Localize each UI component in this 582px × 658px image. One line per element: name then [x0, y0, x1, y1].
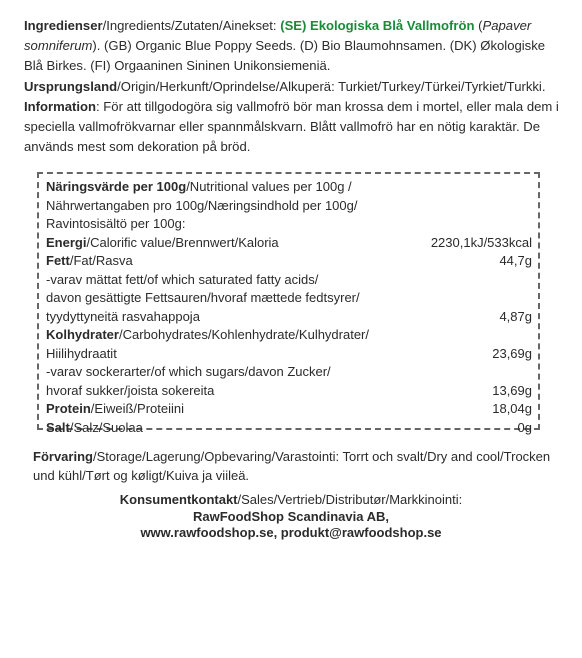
- nutrition-header-translations: /Nutritional values per 100g /: [186, 179, 352, 194]
- contact-line-1: [0, 492, 582, 509]
- nutrition-header-line-1: [46, 178, 532, 197]
- latin-name: Papaver somniferum: [24, 18, 532, 54]
- carbohydrate-line-2: Hiilihydraatit: [46, 345, 117, 361]
- energy-translations: /Calorific value/Brennwert/Kaloria: [86, 234, 279, 250]
- nutrition-table: [37, 172, 540, 435]
- carbohydrate-line-1: [46, 326, 532, 345]
- protein-translations: /Eiweiß/Proteiini: [90, 401, 184, 416]
- nutrition-row-carbohydrate: [46, 345, 532, 364]
- sugars-line-2: hvoraf sukker/joista sokereita: [46, 382, 215, 398]
- sugars-line-1: -varav sockerarter/of which sugars/davon Zucker/: [46, 364, 331, 379]
- salt-translations: /Salz/Suolaa: [69, 419, 143, 435]
- carbohydrate-label: Kolhydrater: [46, 327, 119, 342]
- saturated-fat-line-2: davon gesättigte Fettsauren/hvoraf mættede fedtsyrer/: [46, 290, 360, 305]
- web-and-email: www.rawfoodshop.se, produkt@rawfoodshop.se: [140, 525, 442, 540]
- nutrition-row-salt: [46, 419, 532, 438]
- carbohydrate-translations: /Carbohydrates/Kohlenhydrate/Kulhydrater/: [118, 327, 370, 342]
- nutrition-row-fat: [46, 252, 532, 271]
- protein-value: 18,04g: [492, 401, 532, 416]
- salt-value: 0g: [517, 419, 532, 435]
- nutrition-row-protein: [46, 400, 532, 419]
- fat-value: 44,7g: [499, 253, 532, 268]
- contact-label-translations: /Sales/Vertrieb/Distributør/Markkinointi:: [237, 492, 463, 507]
- energy-value: 2230,1kJ/533kcal: [430, 234, 532, 250]
- ingredients-section: Ingredienser/Ingredients/Zutaten/Ainekset: (SE) Ekologiska Blå Vallmofrön (Papaver somniferum). (GB) Organic Blue Poppy Seeds. (D) Bio Blaumohnsamen. (DK) Økologiske Blå Birkes. (FI) Orgaaninen Sininen Unikonsiemeniä. Ursprungsland/Origin/Herkunft/Oprindelse/Alkuperä: Turkiet/Turkey/Türkei/Tyrkiet/Turkki. Information: För att tillgodogöra sig vallmofrö bör man krossa dem i mortel, eller mala dem i speciella vallmofrökvarnar eller spannmålskvarn. Blått vallmofrö har en nötig karaktär. De används mest som dekoration på bröd.: [24, 18, 559, 155]
- nutrition-row-sugars: [46, 382, 532, 401]
- nutrition-header-line-2: Nährwertangaben pro 100g/Næringsindhold per 100g/: [46, 197, 358, 213]
- information-text: : För att tillgodogöra sig vallmofrö bör man krossa dem i mortel, eller mala dem i speciella vallmofrökvarnar eller spannmålskvarn. Blått vallmofrö har en nötig karaktär. De används mest som dekoration på bröd.: [24, 98, 559, 155]
- storage-section: [0, 448, 582, 485]
- origin-label: Ursprungsland: [24, 78, 118, 94]
- fat-translations: /Fat/Rasva: [69, 253, 133, 268]
- sugars-value: 13,69g: [492, 382, 532, 398]
- ingredients-label-translations: /Ingredients/Zutaten/Ainekset:: [102, 18, 281, 33]
- saturated-fat-line-3: tyydyttyneitä rasvahappoja: [46, 308, 200, 324]
- storage-label: Förvaring: [33, 449, 93, 464]
- nutrition-header-line-3: Ravintosisältö per 100g:: [46, 216, 186, 231]
- product-name-se: (SE) Ekologiska Blå Vallmofrön: [280, 18, 475, 33]
- carbohydrate-value: 23,69g: [492, 345, 532, 361]
- origin-text: /Origin/Herkunft/Oprindelse/Alkuperä: Turkiet/Turkey/Türkei/Tyrkiet/Turkki.: [117, 78, 546, 94]
- salt-label: Salt: [46, 419, 70, 435]
- ingredients-label: Ingredienser: [24, 18, 103, 33]
- contact-section: [0, 492, 582, 542]
- information-label: Information: [24, 98, 97, 114]
- storage-text: /Storage/Lagerung/Opbevaring/Varastointi: Torrt och svalt/Dry and cool/Trocken und kühl/Tørt og køligt/Kuiva ja viileä.: [33, 449, 551, 483]
- nutrition-row-energy: [46, 234, 532, 253]
- saturated-fat-value: 4,87g: [499, 308, 532, 324]
- saturated-fat-line-1: -varav mättat fett/of which saturated fatty acids/: [46, 271, 319, 287]
- product-name-translations: . (GB) Organic Blue Poppy Seeds. (D) Bio Blaumohnsamen. (DK) Økologiske Blå Birkes. (FI) Orgaaninen Sininen Unikonsiemeniä.: [24, 38, 546, 74]
- nutrition-header-label: Näringsvärde per 100g: [46, 179, 187, 194]
- contact-label: Konsumentkontakt: [119, 492, 238, 507]
- protein-label: Protein: [46, 401, 91, 416]
- fat-label: Fett: [46, 253, 70, 268]
- energy-label: Energi: [46, 234, 87, 250]
- company-name: RawFoodShop Scandinavia AB,: [193, 508, 389, 524]
- nutrition-row-saturated-fat: [46, 308, 532, 327]
